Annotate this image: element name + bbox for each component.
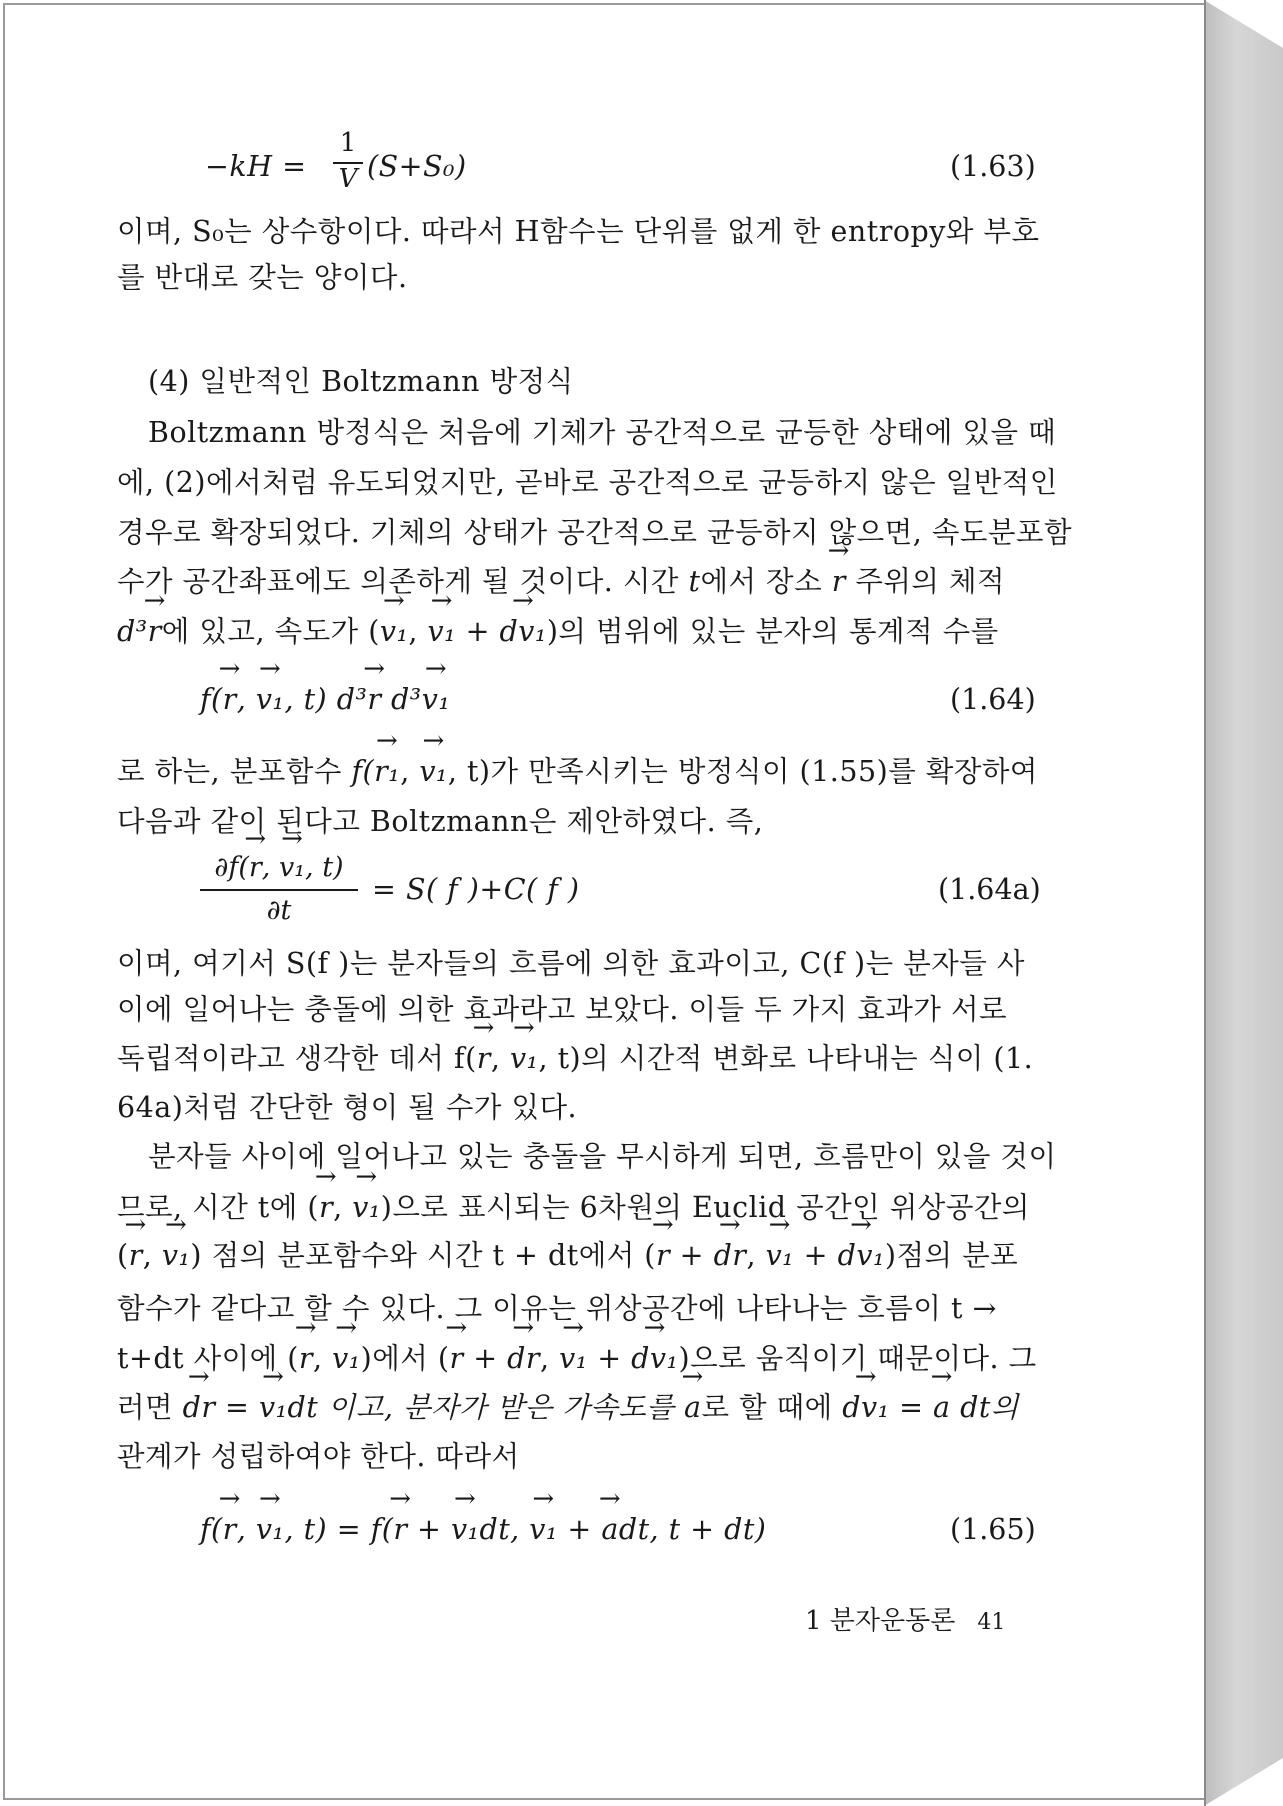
vector-a: → a — [684, 1388, 702, 1428]
vector-v1: → v₁ — [259, 1388, 288, 1428]
paragraph-3-line-2: 다음과 같이 된다고 Boltzmann은 제안하였다. 즉, — [117, 805, 764, 838]
paragraph-5-line-5: t+dt 사이에 (→ r, → v₁)에서 (→ r + → dr, → v₁ + → dv₁)으로 움직이기 때문이다. 그 — [117, 1339, 1037, 1379]
paragraph-2-line-1: Boltzmann 방정식은 처음에 기체가 공간적으로 균등한 상태에 있을 때 — [148, 416, 1057, 449]
spine-top-edge — [1204, 0, 1283, 48]
vector-r: → r — [148, 612, 162, 652]
vector-r: → r — [299, 1339, 313, 1379]
page-number: 41 — [977, 1610, 1006, 1635]
page-footer — [805, 1600, 1005, 1637]
vector-v1: → v₁ — [256, 680, 285, 720]
chapter-title: 1 분자운동론 — [805, 1606, 956, 1636]
eq-163-den: V — [338, 164, 358, 194]
vector-v1: → v₁ — [510, 1039, 539, 1079]
paragraph-2-line-3: 경우로 확장되었다. 기체의 상태가 공간적으로 균등하지 않으면, 속도분포함 — [117, 516, 1072, 549]
eq-164a-rhs: = S( f )+C( f ) — [372, 873, 580, 906]
book-spine — [1204, 0, 1283, 1806]
equation-1-64: f(→ r, → v₁, t) d³→ r d³→ v₁ — [200, 680, 450, 720]
eq-163-number: (1.63) — [950, 150, 1036, 183]
paragraph-4-line-4: 64a)처럼 간단한 형이 될 수가 있다. — [117, 1091, 578, 1124]
vector-v1: → v₁ — [529, 1510, 558, 1550]
vector-r1: → r₁ — [374, 752, 400, 792]
paragraph-2-line-5: d³→ r에 있고, 속도가 (→ v₁, → v₁ + → dv₁)의 범위에 있는 분자의 통계적 수를 — [117, 612, 999, 652]
vector-r: → r — [249, 850, 262, 886]
vector-r: → r — [223, 1510, 237, 1550]
vector-v1: → v₁ — [332, 1339, 361, 1379]
vector-dr: → dr — [183, 1388, 216, 1428]
vector-v1: → v₁ — [422, 680, 451, 720]
vector-r: → r — [223, 680, 237, 720]
equation-1-65: f(→ r, → v₁, t) = f(→ r + → v₁dt, → v₁ + → adt, t + dt) — [200, 1510, 766, 1550]
eq-164a-denominator: ∂t — [266, 895, 292, 926]
spine-divider — [1204, 0, 1206, 1806]
vector-dr: → dr — [507, 1339, 540, 1379]
paragraph-2-line-4: 수가 공간좌표에도 의존하게 될 것이다. 시간 t에서 장소 → r 주위의 체적 — [117, 562, 1005, 602]
vector-r: → r — [393, 1510, 407, 1550]
vector-v1: → v₁ — [428, 612, 457, 652]
paragraph-4-line-3: 독립적이라고 생각한 데서 f(→ r, → v₁, t)의 시간적 변화로 나타내는 식이 (1. — [117, 1039, 1033, 1079]
vector-dr: → dr — [714, 1236, 747, 1276]
vector-dv1: → dv₁ — [631, 1339, 678, 1379]
vector-dv1: → dv₁ — [838, 1236, 885, 1276]
vector-dv1: → dv₁ — [842, 1388, 889, 1428]
vector-v1: → v₁ — [279, 850, 305, 886]
eq-164a-numerator: ∂f(→ r, → v₁, t) — [200, 850, 358, 886]
section-heading: (4) 일반적인 Boltzmann 방정식 — [148, 365, 574, 398]
eq-165-number: (1.65) — [950, 1513, 1036, 1546]
eq-164a-fraction-bar — [200, 889, 358, 891]
vector-v1: → v₁ — [451, 1510, 480, 1550]
eq-163-num: 1 — [339, 128, 357, 158]
paragraph-1-line-1: 이며, S₀는 상수항이다. 따라서 H함수는 단위를 없게 한 entropy와 부호 — [117, 215, 1040, 248]
eq-163-rhs: (S+S₀) — [367, 150, 467, 183]
vector-a: → a — [933, 1388, 951, 1428]
paragraph-5-line-4: 함수가 같다고 할 수 있다. 그 이유는 위상공간에 나타나는 흐름이 t → — [117, 1292, 997, 1325]
paragraph-5-line-3: (→ r, → v₁) 점의 분포함수와 시간 t + dt에서 (→ r + → dr, → v₁ + → dv₁)점의 분포 — [117, 1236, 1018, 1276]
vector-r: → r — [319, 1188, 333, 1228]
vector-r: → r — [477, 1039, 491, 1079]
vector-v1: → v₁ — [766, 1236, 795, 1276]
vector-v1: → v₁ — [559, 1339, 588, 1379]
vector-r: → r — [832, 562, 846, 602]
paragraph-4-line-2: 이에 일어나는 충돌에 의한 효과라고 보았다. 이들 두 가지 효과가 서로 — [117, 993, 1008, 1026]
vector-v1: → v₁ — [256, 1510, 285, 1550]
spine-bottom-edge — [1204, 1758, 1283, 1806]
eq-164-number: (1.64) — [950, 683, 1036, 716]
vector-dv1: → dv₁ — [500, 612, 547, 652]
paragraph-5-line-2: 므로, 시간 t에 (→ r, → v₁)으로 표시되는 6차원의 Euclid 공간인 위상공간의 — [117, 1188, 1030, 1228]
vector-r: → r — [656, 1236, 670, 1276]
eq-164a-number: (1.64a) — [938, 873, 1041, 906]
paragraph-5-line-6: 러면 → dr = → v₁dt 이고, 분자가 받은 가속도를 → a로 할 때에 → dv₁ = → a dt의 — [117, 1388, 1019, 1428]
vector-v1: → v₁ — [162, 1236, 191, 1276]
vector-r: → r — [450, 1339, 464, 1379]
vector-v1: → v₁ — [352, 1188, 381, 1228]
vector-a: → a — [601, 1510, 619, 1550]
vector-r: → r — [129, 1236, 143, 1276]
paragraph-4-line-1: 이며, 여기서 S(f )는 분자들의 흐름에 의한 효과이고, C(f )는 분자들 사 — [117, 947, 1025, 980]
paragraph-2-line-2: 에, (2)에서처럼 유도되었지만, 곧바로 공간적으로 균등하지 않은 일반적인 — [117, 466, 1058, 499]
eq-163-lhs: −kH = — [205, 150, 307, 183]
paragraph-1-line-2: 를 반대로 갖는 양이다. — [117, 261, 408, 294]
paragraph-3-line-1: 로 하는, 분포함수 f(→ r₁, → v₁, t)가 만족시키는 방정식이 (1.55)를 확장하여 — [117, 752, 1038, 792]
vector-v1: → v₁ — [380, 612, 409, 652]
paragraph-5-line-7: 관계가 성립하여야 한다. 따라서 — [117, 1440, 520, 1473]
vector-v1: → v₁ — [419, 752, 448, 792]
vector-r: → r — [367, 680, 381, 720]
paragraph-5-line-1: 분자들 사이에 일어나고 있는 충돌을 무시하게 되면, 흐름만이 있을 것이 — [148, 1140, 1057, 1173]
